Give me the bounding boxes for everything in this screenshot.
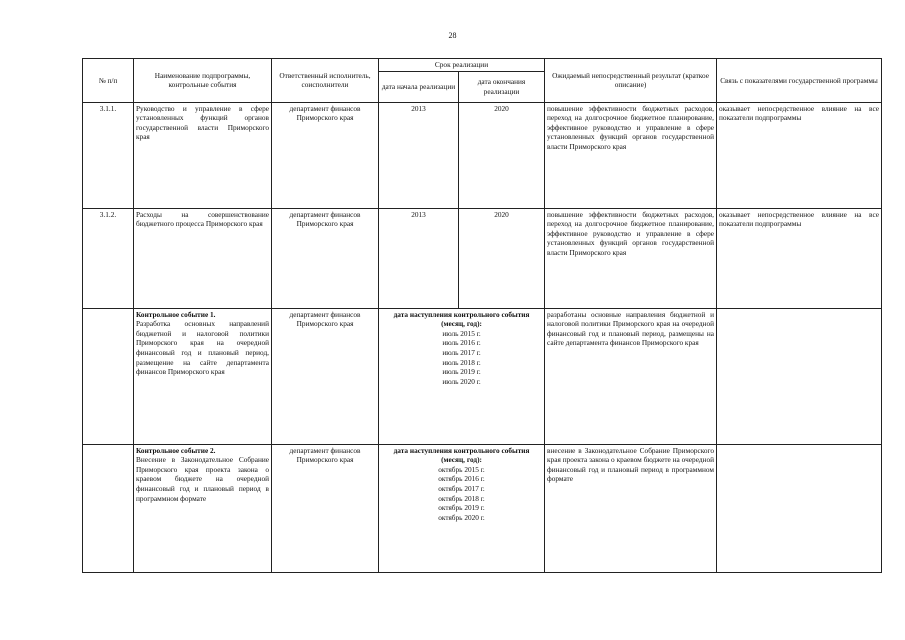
row-link: оказывает непосредственное влияние на все показатели подпрограммы bbox=[717, 208, 882, 308]
table-row bbox=[83, 444, 882, 572]
row-link bbox=[717, 308, 882, 444]
row-name: Внесение в Законодательное Собрание Приморского края проекта закона о краевом бюджете на очередной финансовый год и плановый период в программном формате bbox=[136, 455, 269, 503]
row-result: внесение в Законодательное Собрание Приморского края проекта закона о краевом бюджете на очередной финансовый год и плановый период в программном формате bbox=[545, 444, 717, 572]
date-item: июль 2020 г. bbox=[442, 376, 481, 386]
date-item: июль 2019 г. bbox=[442, 367, 481, 377]
date-item: июль 2015 г. bbox=[442, 328, 481, 338]
row-executor: департамент финансов Приморского края bbox=[272, 102, 379, 208]
date-item: июль 2017 г. bbox=[442, 347, 481, 357]
row-name: Разработка основных направлений бюджетной и налоговой политики Приморского края на очередной финансовый год и плановый период, размещение на сайте департамента финансов Приморского края bbox=[136, 319, 269, 377]
header-result: Ожидаемый непосредственный результат (краткое описание) bbox=[545, 59, 717, 103]
row-num bbox=[83, 308, 134, 444]
header-link: Связь с показателями государственной программы bbox=[717, 59, 882, 103]
row-executor: департамент финансов Приморского края bbox=[272, 308, 379, 444]
table-row bbox=[83, 208, 882, 308]
date-item: июль 2018 г. bbox=[442, 357, 481, 367]
row-executor: департамент финансов Приморского края bbox=[272, 208, 379, 308]
event-title: Контрольное событие 1. bbox=[136, 309, 216, 319]
date-item: октябрь 2018 г. bbox=[438, 493, 485, 503]
header-period: Срок реализации bbox=[379, 59, 545, 72]
row-num: 3.1.1. bbox=[83, 102, 134, 208]
dates-title: дата наступления контрольного события (месяц, год): bbox=[393, 309, 530, 329]
date-item: октябрь 2015 г. bbox=[438, 464, 485, 474]
header-name: Наименование подпрограммы, контрольные события bbox=[134, 59, 272, 103]
row-num bbox=[83, 444, 134, 572]
event-title: Контрольное событие 2. bbox=[136, 445, 216, 455]
date-item: июль 2016 г. bbox=[442, 338, 481, 348]
header-num: № п/п bbox=[83, 59, 134, 103]
date-item: октябрь 2017 г. bbox=[438, 483, 485, 493]
header-start: дата начала реализации bbox=[379, 71, 459, 102]
row-result: разработаны основные направления бюджетной и налоговой политики Приморского края на очередной финансовый год и плановый период, размещены на сайте департамента финансов Приморского края bbox=[545, 308, 717, 444]
dates-title: дата наступления контрольного события (месяц, год): bbox=[393, 445, 530, 465]
row-link: оказывает непосредственное влияние на все показатели подпрограммы bbox=[717, 102, 882, 208]
row-link bbox=[717, 444, 882, 572]
row-start: 2013 bbox=[379, 102, 459, 208]
row-name: Расходы на совершенствование бюджетного процесса Приморского края bbox=[134, 208, 272, 308]
page-number: 28 bbox=[448, 31, 457, 40]
table-row bbox=[83, 308, 882, 444]
date-item: октябрь 2019 г. bbox=[438, 503, 485, 513]
row-result: повышение эффективности бюджетных расходов, переход на долгосрочное бюджетное планирование, эффективное руководство и управление в сфере установленных функций органов государственной власти Приморского края bbox=[545, 208, 717, 308]
row-dates-cell bbox=[379, 444, 545, 572]
row-end: 2020 bbox=[459, 208, 545, 308]
header-executor: Ответственный исполнитель, соисполнители bbox=[272, 59, 379, 103]
row-name: Руководство и управление в сфере установленных функций органов государственной власти Приморского края bbox=[134, 102, 272, 208]
row-start: 2013 bbox=[379, 208, 459, 308]
row-result: повышение эффективности бюджетных расходов, переход на долгосрочное бюджетное планирование, эффективное руководство и управление в сфере установленных функций органов государственной власти Приморского края bbox=[545, 102, 717, 208]
table-row bbox=[83, 102, 882, 208]
row-executor: департамент финансов Приморского края bbox=[272, 444, 379, 572]
row-name-cell bbox=[134, 308, 272, 444]
header-end: дата окончания реализации bbox=[459, 71, 545, 102]
date-item: октябрь 2016 г. bbox=[438, 474, 485, 484]
row-end: 2020 bbox=[459, 102, 545, 208]
row-dates-cell bbox=[379, 308, 545, 444]
row-num: 3.1.2. bbox=[83, 208, 134, 308]
program-table bbox=[82, 58, 882, 573]
row-name-cell bbox=[134, 444, 272, 572]
date-item: октябрь 2020 г. bbox=[438, 512, 485, 522]
